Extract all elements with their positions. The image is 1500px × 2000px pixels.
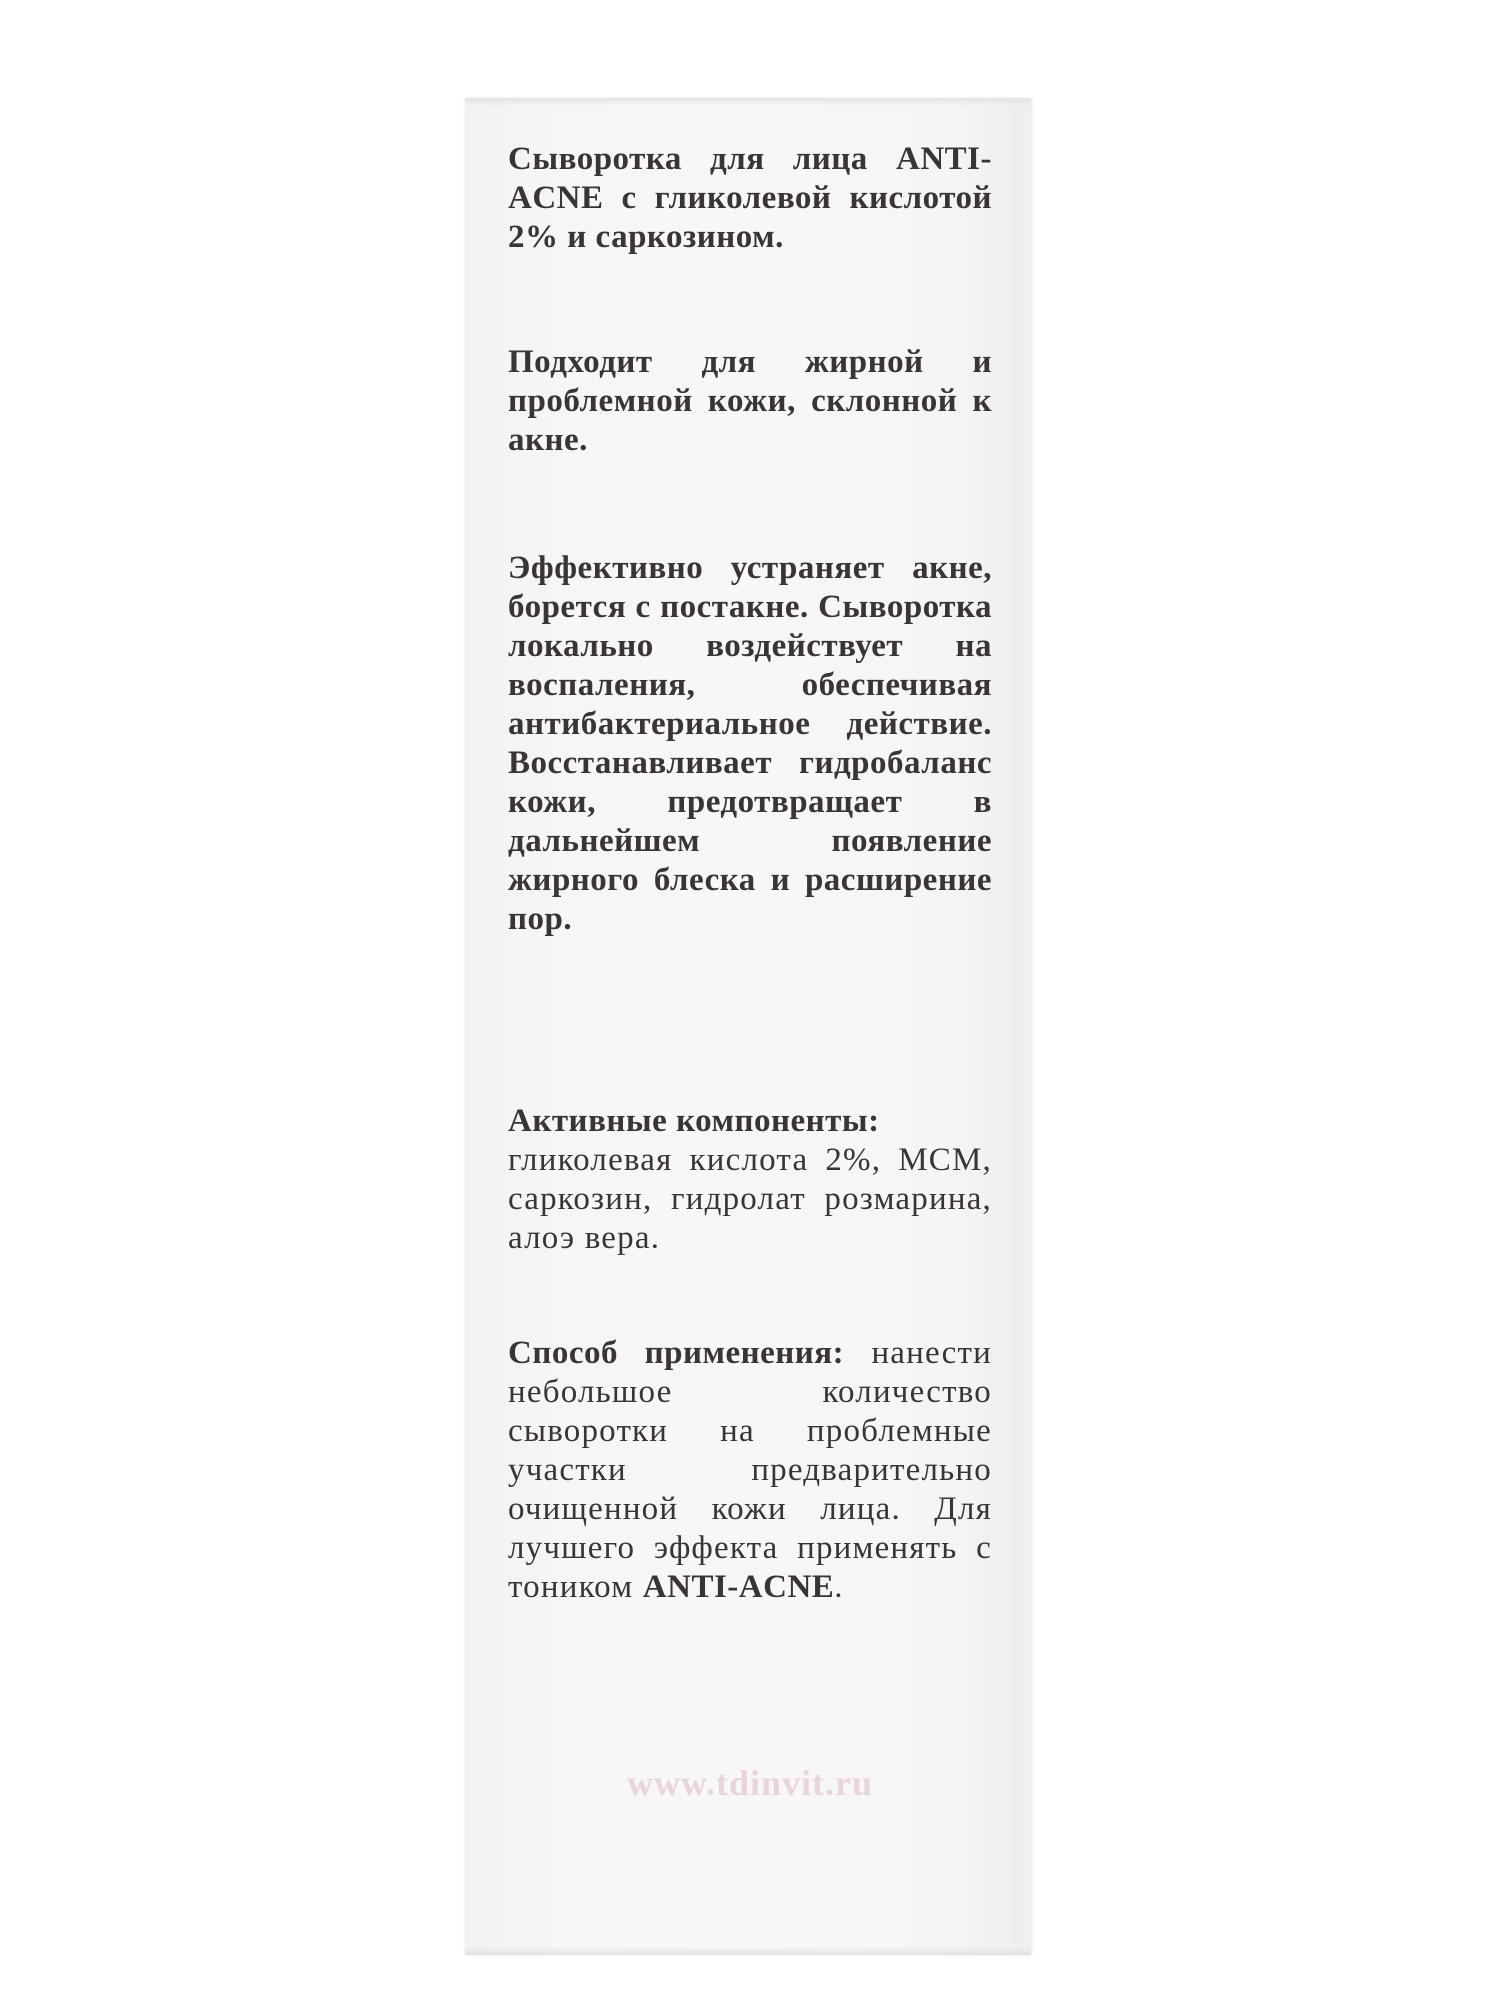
- usage-brand: ANTI-ACNE: [642, 1569, 835, 1605]
- active-components-text: гликолевая кислота 2%, МСМ, саркозин, гидролат розмарина, алоэ вера.: [508, 1142, 992, 1256]
- usage-title: Способ применения:: [508, 1335, 845, 1371]
- usage-end: .: [834, 1569, 844, 1605]
- usage-instructions: [508, 1334, 992, 1607]
- skin-type-text: Подходит для жирной и проблемной кожи, склонной к акне.: [508, 344, 992, 458]
- product-description: Сыворотка для лица ANTI-ACNE с гликолевой кислотой 2% и саркозином.: [508, 141, 992, 255]
- active-components-title: Активные компоненты:: [508, 1103, 880, 1139]
- effect-text: Эффективно устраняет акне, борется с постакне. Сыворотка локально воздействует на воспаления, обеспечивая антибактериальное действие. Восстанавливает гидробаланс кожи, предотвращает в дальнейшем появление жирного блеска и расширение пор.: [508, 550, 992, 937]
- usage-text: нанести небольшое количество сыворотки на проблемные участки предварительно очищенной кожи лица. Для лучшего эффекта применять с тоником: [508, 1335, 993, 1605]
- website-url: www.tdinvit.ru: [626, 1763, 874, 1803]
- active-components: [508, 1102, 992, 1258]
